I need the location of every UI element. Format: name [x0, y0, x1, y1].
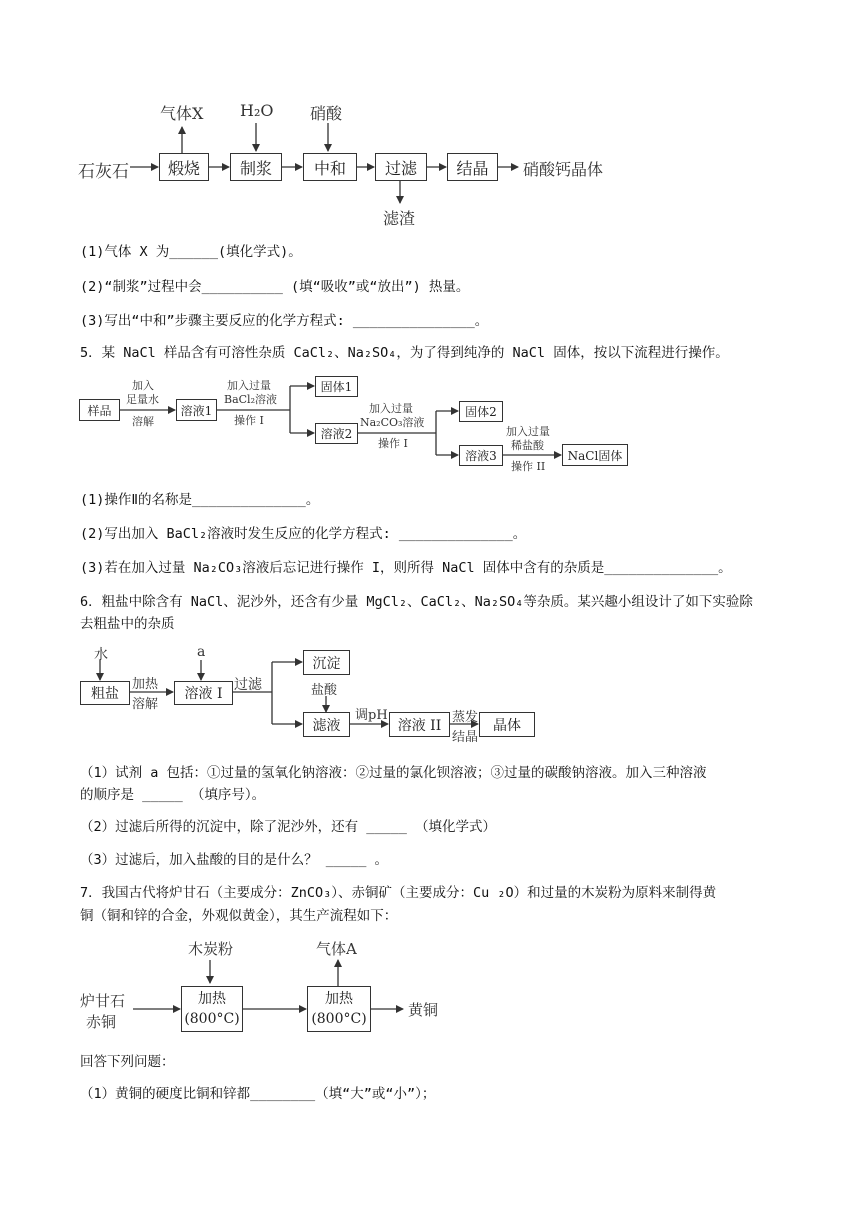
slurry-box: 制浆: [230, 153, 282, 181]
q6-stem-line-2: 去粗盐中的杂质: [80, 616, 175, 632]
add-excess-label-1: 加入过量: [227, 379, 271, 392]
crystallize-label: 结晶: [452, 730, 479, 745]
heating-label-2: 加热: [325, 991, 353, 1007]
na2co3-solution-label: Na₂CO₃溶液: [360, 416, 425, 429]
dissolve-label: 溶解: [132, 415, 154, 428]
solution-3-box: 溶液3: [459, 445, 503, 466]
q6-line-1b: 的顺序是 _____ （填序号）。: [80, 787, 266, 803]
adjust-ph-label: 调pH: [355, 708, 388, 723]
temperature-label-2: (800°C): [311, 1011, 367, 1027]
filter-label: 过滤: [234, 677, 262, 693]
q7-line-1: （1）黄铜的硬度比铜和锌都________（填“大”或“小”）；: [80, 1086, 436, 1102]
charcoal-powder-label: 木炭粉: [188, 940, 234, 958]
nitric-acid-label: 硝酸: [310, 104, 343, 123]
hcl-label: 盐酸: [311, 683, 338, 698]
filter-box: 过滤: [375, 153, 427, 181]
heating-box-2: [307, 986, 371, 1032]
bacl2-solution-label: BaCl₂溶液: [224, 393, 277, 406]
add-excess-label-2: 加入过量: [369, 402, 413, 415]
q5-line-1: (1)操作Ⅱ的名称是______________。: [80, 492, 320, 508]
solution-ii-box: 溶液 II: [389, 712, 450, 737]
q7-stem-line-1: 7．我国古代将炉甘石（主要成分：ZnCO₃）、赤铜矿（主要成分：Cu ₂O）和过量的木炭粉为原料来制得黄: [80, 885, 717, 901]
solution-1-box: 溶液1: [176, 399, 217, 421]
solution-i-box: 溶液 I: [174, 681, 233, 705]
q4-line-3: (3)写出“中和”步骤主要反应的化学方程式: _______________。: [80, 313, 489, 329]
dissolve-label-2: 溶解: [132, 697, 159, 712]
solid-1-box: 固体1: [315, 376, 358, 397]
calcine-box: 煅烧: [159, 153, 209, 181]
q7-answer-intro: 回答下列问题：: [80, 1054, 175, 1070]
operation-2-label: 操作 II: [511, 460, 546, 473]
heating-label-1: 加热: [198, 991, 226, 1007]
precipitate-box: 沉淀: [303, 650, 350, 675]
operation-1-label-a: 操作 I: [234, 414, 264, 427]
dilute-hcl-label: 稀盐酸: [511, 439, 544, 452]
nacl-solid-box: NaCl固体: [562, 444, 628, 466]
gas-x-label: 气体X: [160, 104, 204, 123]
gas-a-label: 气体A: [316, 940, 357, 958]
sample-box: 样品: [79, 399, 120, 421]
enough-water-label: 足量水: [126, 393, 159, 406]
calamine-label: 炉甘石: [80, 992, 126, 1010]
q6-line-3: （3）过滤后，加入盐酸的目的是什么？ _____ 。: [80, 852, 389, 868]
heating-box-1: [181, 986, 243, 1032]
q5-line-2: (2)写出加入 BaCl₂溶液时发生反应的化学方程式: ______________。: [80, 526, 527, 542]
q6-line-1a: （1）试剂 a 包括：①过量的氢氧化钠溶液：②过量的氯化钡溶液；③过量的碳酸钠溶液。加入三种溶液: [80, 765, 707, 781]
h2o-label: H₂O: [240, 101, 274, 120]
cuprite-label: 赤铜: [86, 1013, 117, 1031]
filtrate-box: 滤液: [303, 712, 350, 737]
q4-line-2: (2)“制浆”过程中会__________ (填“吸收”或“放出”) 热量。: [80, 279, 470, 295]
q6-line-2: （2）过滤后所得的沉淀中，除了泥沙外，还有 _____ （填化学式）: [80, 819, 497, 835]
heat-label: 加热: [132, 677, 159, 692]
evaporate-label: 蒸发: [452, 710, 479, 725]
q5-stem: 5．某 NaCl 样品含有可溶性杂质 CaCl₂、Na₂SO₄，为了得到纯净的 NaCl 固体，按以下流程进行操作。: [80, 345, 729, 361]
solution-2-box: 溶液2: [315, 423, 358, 444]
q5-line-3: (3)若在加入过量 Na₂CO₃溶液后忘记进行操作 I，则所得 NaCl 固体中含有的杂质是______________。: [80, 560, 732, 576]
crystallize-box: 结晶: [447, 153, 498, 181]
solid-2-box: 固体2: [459, 401, 503, 422]
q6-stem-line-1: 6．粗盐中除含有 NaCl、泥沙外，还含有少量 MgCl₂、CaCl₂、Na₂SO₄等杂质。某兴趣小组设计了如下实验除: [80, 594, 753, 610]
temperature-label-1: (800°C): [184, 1011, 240, 1027]
neutralize-box: 中和: [303, 153, 357, 181]
residue-label: 滤渣: [383, 209, 416, 228]
q7-stem-line-2: 铜（铜和锌的合金，外观似黄金），其生产流程如下：: [80, 908, 398, 924]
reagent-a-label: a: [197, 644, 206, 660]
crude-salt-box: 粗盐: [80, 681, 130, 705]
q4-line-1: (1)气体 X 为______(填化学式)。: [80, 244, 302, 260]
water-label: 水: [94, 647, 108, 663]
add-label: 加入: [132, 379, 154, 392]
brass-label: 黄铜: [408, 1001, 439, 1019]
operation-1-label-b: 操作 I: [378, 437, 408, 450]
crystal-box: 晶体: [479, 712, 535, 737]
calcium-nitrate-crystal-label: 硝酸钙晶体: [523, 160, 604, 179]
add-excess-label-3: 加入过量: [506, 425, 550, 438]
limestone-label: 石灰石: [78, 162, 129, 182]
